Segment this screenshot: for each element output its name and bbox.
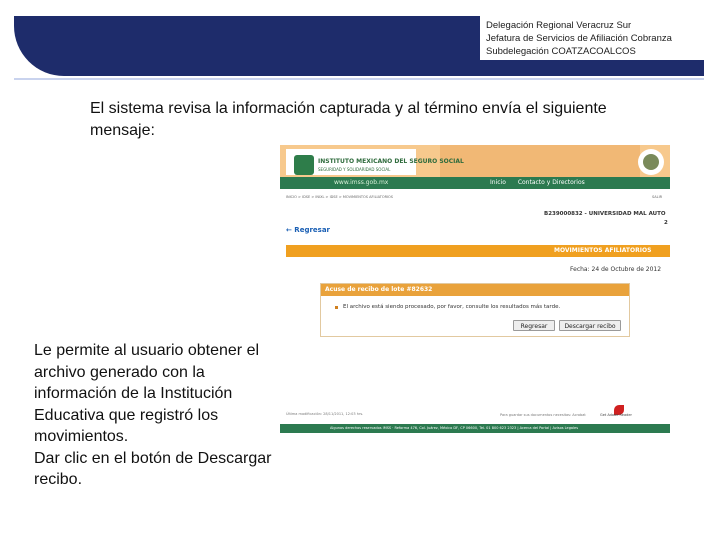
header-orange-block <box>440 145 640 177</box>
adobe-reader-link[interactable] <box>600 405 632 419</box>
section-title: MOVIMIENTOS AFILIATORIOS <box>554 247 652 254</box>
nav-inicio[interactable]: Inicio <box>490 179 506 186</box>
bullet-icon <box>335 306 338 309</box>
region-line-2: Jefatura de Servicios de Afiliación Cobranza <box>486 33 672 44</box>
logo-subtitle: SEGURIDAD Y SOLIDARIDAD SOCIAL <box>318 167 391 172</box>
banner-divider <box>14 78 704 80</box>
receipt-box <box>320 283 630 337</box>
date-label: Fecha: 24 de Octubre de 2012 <box>570 266 662 273</box>
imss-logo[interactable] <box>286 149 464 175</box>
imss-eagle-icon <box>294 155 314 175</box>
back-link[interactable]: ← Regresar <box>286 226 330 234</box>
site-url: www.imss.gob.mx <box>334 179 389 186</box>
regresar-button[interactable]: Regresar <box>513 320 555 331</box>
region-line-1: Delegación Regional Veracruz Sur <box>486 20 632 31</box>
side-text-1: Le permite al usuario obtener el archivo generado con la información de la Institución Educativa que registró los movimientos. <box>34 342 260 445</box>
nav-links <box>490 179 595 186</box>
logout-link[interactable]: SALIR <box>652 195 663 199</box>
intro-text: El sistema revisa la información capturada y al término envía el siguiente mensaje: <box>90 100 607 139</box>
region-line-3: Subdelegación COATZACOALCOS <box>486 46 636 57</box>
embedded-screenshot <box>280 145 670 435</box>
side-text-2: Dar clic en el botón de Descargar recibo. <box>34 449 272 488</box>
descargar-recibo-button[interactable]: Descargar recibo <box>559 320 621 331</box>
footer-text: Algunos derechos reservados IMSS · Reforma 476, Col. Juárez, México DF, CP 06600, Tel. 01 800 623 2323 | Acerca del Portal | Avisos Legales <box>330 426 579 430</box>
last-modified: Última modificación: 28/11/2011, 12:03 hrs. <box>286 412 364 416</box>
nav-contacto[interactable]: Contacto y Directorios <box>517 179 585 186</box>
adobe-reader-label: Get Adobe Reader <box>600 413 632 417</box>
acrobat-note: Para guardar sus documentos necesitas: Acrobat <box>500 413 586 417</box>
receipt-message: El archivo está siendo procesado, por favor, consulte los resultados más tarde. <box>343 304 561 310</box>
region-header <box>486 19 672 58</box>
receipt-title: Acuse de recibo de lote #82632 <box>325 286 433 293</box>
side-text <box>34 340 284 491</box>
logo-title: INSTITUTO MEXICANO DEL SEGURO SOCIAL <box>318 158 464 165</box>
account-suffix: 2 <box>664 220 668 226</box>
breadcrumb: INICIO > IDSE > INIXL > IDSE > MOVIMIENTOS AFILIATORIOS <box>286 195 394 199</box>
mexico-seal-icon <box>638 149 664 175</box>
account-label: B239000832 - UNIVERSIDAD MAL AUTO <box>544 211 666 217</box>
